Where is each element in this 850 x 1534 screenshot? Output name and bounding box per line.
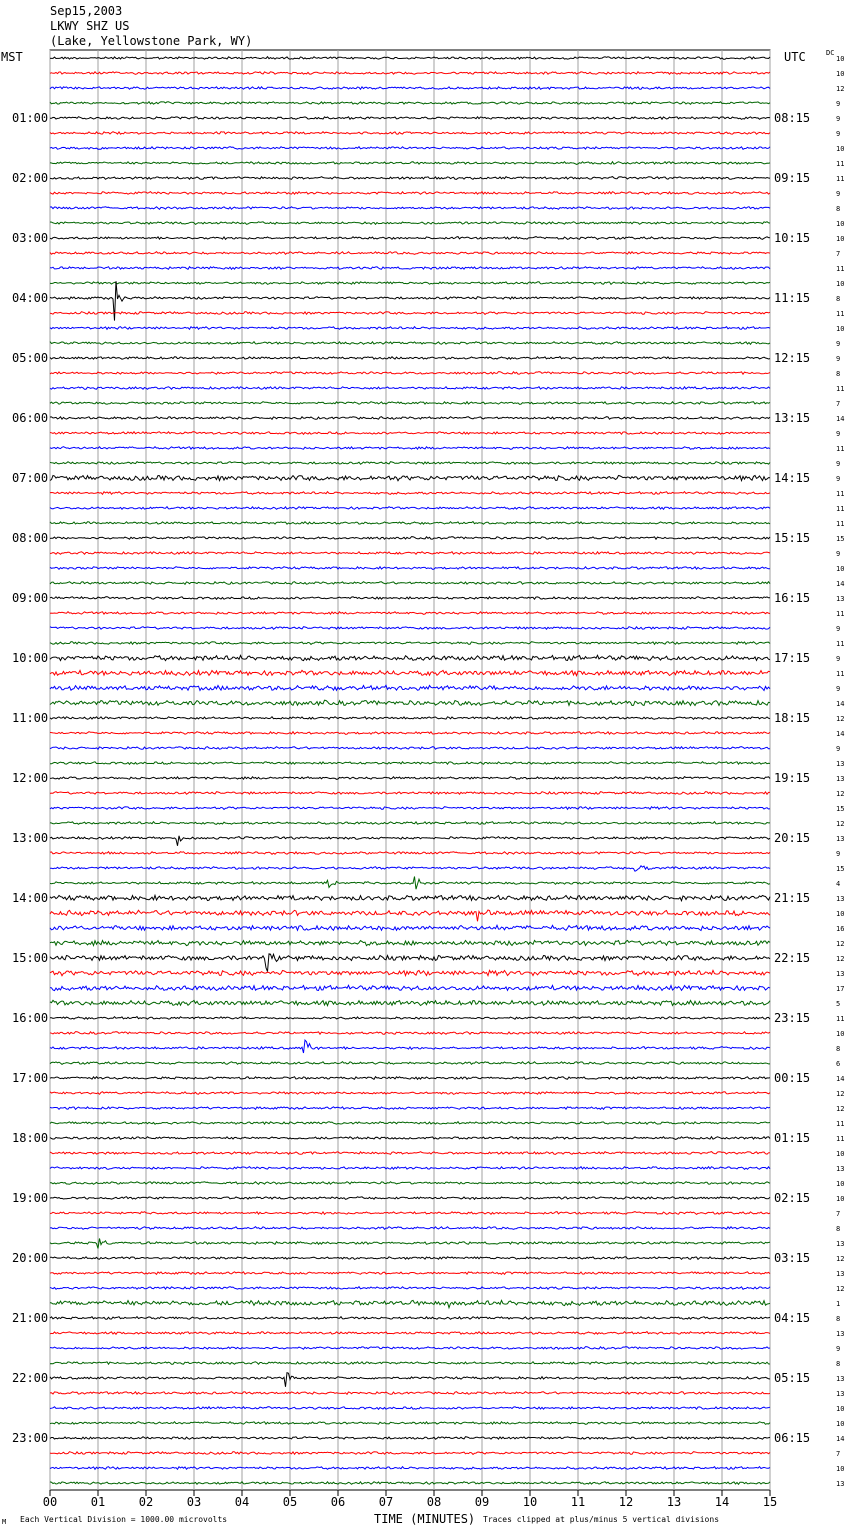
dc-offset-label: 15 <box>836 535 845 543</box>
dc-offset-label: 14 <box>836 700 845 708</box>
right-hour-label: 04:15 <box>774 1311 811 1325</box>
trace-row <box>50 1467 770 1470</box>
left-hour-label: 20:00 <box>12 1251 49 1265</box>
x-tick-label: 00 <box>42 1495 58 1509</box>
trace-row <box>50 282 770 285</box>
trace-row <box>50 655 770 660</box>
dc-offset-label: 12 <box>836 1285 845 1293</box>
left-hour-label: 21:00 <box>12 1311 49 1325</box>
trace-row <box>50 237 770 240</box>
trace-row <box>50 597 770 600</box>
dc-offset-label: 9 <box>836 625 841 633</box>
right-hour-label: 21:15 <box>774 891 811 905</box>
trace-row <box>50 940 770 945</box>
dc-offset-label: 12 <box>836 940 845 948</box>
left-hour-label: 23:00 <box>12 1431 49 1445</box>
trace-row <box>50 447 770 450</box>
right-hour-label: 17:15 <box>774 651 811 665</box>
dc-offset-label: 14 <box>836 1075 845 1083</box>
trace-row <box>50 1122 770 1125</box>
dc-offset-label: 9 <box>836 430 841 438</box>
x-tick-label: 01 <box>90 1495 106 1509</box>
trace-row <box>50 612 770 615</box>
trace-row <box>50 492 770 495</box>
trace-row <box>50 387 770 390</box>
dc-offset-label: 11 <box>836 445 845 453</box>
left-hour-label: 13:00 <box>12 831 49 845</box>
left-timezone-label: MST <box>1 50 23 64</box>
trace-row <box>50 162 770 165</box>
trace-row <box>50 642 770 645</box>
dc-offset-label: 13 <box>836 595 845 603</box>
trace-row <box>50 476 770 481</box>
right-hour-label: 01:15 <box>774 1131 811 1145</box>
dc-offset-label: 12 <box>836 790 845 798</box>
trace-row <box>50 537 770 540</box>
dc-offset-label: 13 <box>836 1390 845 1398</box>
dc-offset-label: 11 <box>836 520 845 528</box>
trace-row <box>50 507 770 510</box>
trace-row <box>50 222 770 225</box>
trace-row <box>50 432 770 435</box>
trace-row <box>50 402 770 405</box>
right-hour-label: 13:15 <box>774 411 811 425</box>
trace-row <box>50 117 770 120</box>
trace-row <box>50 522 770 525</box>
left-hour-label: 11:00 <box>12 711 49 725</box>
x-tick-label: 02 <box>138 1495 154 1509</box>
dc-offset-label: 11 <box>836 385 845 393</box>
trace-row <box>50 747 770 750</box>
dc-offset-label: 12 <box>836 1255 845 1263</box>
x-tick-label: 03 <box>186 1495 202 1509</box>
dc-offset-label: 7 <box>836 1450 841 1458</box>
dc-offset-label: 11 <box>836 1135 845 1143</box>
dc-offset-label: 11 <box>836 1120 845 1128</box>
trace-row <box>50 985 770 990</box>
dc-offset-label: 12 <box>836 820 845 828</box>
dc-offset-label: 11 <box>836 640 845 648</box>
dc-offset-label: 9 <box>836 115 841 123</box>
left-hour-label: 09:00 <box>12 591 49 605</box>
dc-offset-label: 14 <box>836 730 845 738</box>
right-hour-label: 06:15 <box>774 1431 811 1445</box>
left-hour-label: 22:00 <box>12 1371 49 1385</box>
trace-row <box>50 822 770 825</box>
right-hour-label: 09:15 <box>774 171 811 185</box>
trace-row <box>50 1040 770 1053</box>
dc-offset-label: 13 <box>836 970 845 978</box>
dc-offset-label: 13 <box>836 1240 845 1248</box>
trace-row <box>50 1392 770 1395</box>
trace-row <box>50 1167 770 1170</box>
trace-row <box>50 1482 770 1485</box>
trace-row <box>50 1452 770 1455</box>
dc-offset-label: 14 <box>836 415 845 423</box>
dc-offset-label: 4 <box>836 880 841 888</box>
trace-row <box>50 567 770 570</box>
dc-offset-label: 5 <box>836 1000 841 1008</box>
dc-offset-label: 9 <box>836 550 841 558</box>
right-hour-label: 19:15 <box>774 771 811 785</box>
x-tick-label: 05 <box>282 1495 298 1509</box>
x-axis-title: TIME (MINUTES) <box>374 1512 476 1526</box>
right-hour-label: 15:15 <box>774 531 811 545</box>
trace-row <box>50 1257 770 1260</box>
trace-row <box>50 1062 770 1065</box>
dc-offset-label: 9 <box>836 1345 841 1353</box>
trace-row <box>50 1437 770 1440</box>
trace-row <box>50 72 770 75</box>
dc-offset-label: 13 <box>836 1330 845 1338</box>
trace-row <box>50 1227 770 1230</box>
dc-offset-label: 8 <box>836 205 841 213</box>
trace-row <box>50 1300 770 1307</box>
left-hour-label: 04:00 <box>12 291 49 305</box>
trace-row <box>50 1182 770 1185</box>
trace-row <box>50 866 770 871</box>
x-tick-label: 11 <box>570 1495 586 1509</box>
dc-offset-label: 10 <box>836 70 845 78</box>
trace-row <box>50 792 770 795</box>
dc-offset-label: 10 <box>836 1420 845 1428</box>
dc-offset-label: 8 <box>836 1225 841 1233</box>
x-tick-label: 12 <box>618 1495 634 1509</box>
dc-offset-label: 11 <box>836 610 845 618</box>
trace-row <box>50 1422 770 1425</box>
right-hour-label: 02:15 <box>774 1191 811 1205</box>
dc-offset-label: 10 <box>836 1180 845 1188</box>
dc-offset-label: 10 <box>836 280 845 288</box>
dc-offset-label: 9 <box>836 655 841 663</box>
dc-offset-label: 9 <box>836 340 841 348</box>
dc-offset-label: 8 <box>836 295 841 303</box>
trace-row <box>50 1212 770 1215</box>
right-hour-label: 20:15 <box>774 831 811 845</box>
trace-row <box>50 582 770 585</box>
dc-offset-label: 12 <box>836 715 845 723</box>
dc-offset-label: 11 <box>836 1015 845 1023</box>
x-tick-label: 08 <box>426 1495 442 1509</box>
trace-row <box>50 762 770 765</box>
right-hour-label: 10:15 <box>774 231 811 245</box>
left-hour-label: 14:00 <box>12 891 49 905</box>
trace-row <box>50 1017 770 1020</box>
trace-row <box>50 970 770 975</box>
dc-offset-label: 12 <box>836 1090 845 1098</box>
left-hour-label: 12:00 <box>12 771 49 785</box>
dc-offset-label: 10 <box>836 910 845 918</box>
dc-offset-label: 10 <box>836 325 845 333</box>
trace-row <box>50 717 770 720</box>
x-tick-label: 14 <box>714 1495 730 1509</box>
dc-offset-label: 13 <box>836 835 845 843</box>
trace-row <box>50 1272 770 1275</box>
dc-offset-label: 17 <box>836 985 845 993</box>
dc-offset-label: 10 <box>836 1405 845 1413</box>
dc-offset-label: 14 <box>836 580 845 588</box>
trace-row <box>50 1373 770 1387</box>
trace-row <box>50 925 770 930</box>
x-tick-label: 10 <box>522 1495 538 1509</box>
x-tick-label: 09 <box>474 1495 490 1509</box>
trace-row <box>50 1152 770 1155</box>
left-hour-label: 17:00 <box>12 1071 49 1085</box>
trace-row <box>50 910 770 921</box>
dc-offset-label: 13 <box>836 895 845 903</box>
left-hour-label: 02:00 <box>12 171 49 185</box>
dc-offset-label: 9 <box>836 355 841 363</box>
dc-offset-label: 9 <box>836 130 841 138</box>
right-timezone-label: UTC <box>784 50 806 64</box>
dc-offset-label: 13 <box>836 1480 845 1488</box>
trace-row <box>50 417 770 420</box>
left-hour-label: 10:00 <box>12 651 49 665</box>
dc-offset-label: 9 <box>836 850 841 858</box>
dc-offset-label: 10 <box>836 565 845 573</box>
trace-row <box>50 1347 770 1350</box>
dc-offset-label: 11 <box>836 670 845 678</box>
trace-row <box>50 852 770 855</box>
dc-offset-label: 1 <box>836 1300 841 1308</box>
dc-offset-label: 13 <box>836 1270 845 1278</box>
left-hour-label: 06:00 <box>12 411 49 425</box>
trace-row <box>50 552 770 555</box>
left-hour-label: 05:00 <box>12 351 49 365</box>
x-tick-label: 13 <box>666 1495 682 1509</box>
trace-row <box>50 836 770 846</box>
trace-row <box>50 312 770 315</box>
left-hour-label: 16:00 <box>12 1011 49 1025</box>
trace-row <box>50 192 770 195</box>
dc-offset-label: 10 <box>836 1030 845 1038</box>
chart-title-location: (Lake, Yellowstone Park, WY) <box>50 34 253 48</box>
dc-offset-label: 8 <box>836 370 841 378</box>
footer-clip-note: Traces clipped at plus/minus 5 vertical divisions <box>483 1515 720 1524</box>
trace-row <box>50 252 770 255</box>
x-tick-label: 04 <box>234 1495 250 1509</box>
trace-row <box>50 57 770 60</box>
plot-frame <box>50 50 770 1490</box>
dc-offset-label: 8 <box>836 1045 841 1053</box>
trace-row <box>50 207 770 210</box>
right-hour-label: 12:15 <box>774 351 811 365</box>
left-hour-label: 01:00 <box>12 111 49 125</box>
trace-row <box>50 777 770 780</box>
dc-label: DC <box>826 49 835 57</box>
dc-offset-label: 15 <box>836 805 845 813</box>
left-hour-label: 15:00 <box>12 951 49 965</box>
trace-row <box>50 132 770 135</box>
right-hour-label: 11:15 <box>774 291 811 305</box>
trace-row <box>50 1077 770 1080</box>
right-hour-label: 08:15 <box>774 111 811 125</box>
dc-offset-label: 13 <box>836 1375 845 1383</box>
trace-row <box>50 267 770 270</box>
left-hour-label: 18:00 <box>12 1131 49 1145</box>
trace-row <box>50 372 770 375</box>
dc-offset-label: 11 <box>836 490 845 498</box>
dc-offset-label: 10 <box>836 1465 845 1473</box>
dc-offset-label: 12 <box>836 955 845 963</box>
dc-offset-label: 11 <box>836 160 845 168</box>
dc-offset-label: 9 <box>836 475 841 483</box>
trace-row <box>50 700 770 705</box>
chart-title-date: Sep15,2003 <box>50 4 123 18</box>
trace-row <box>50 732 770 735</box>
dc-offset-label: 9 <box>836 685 841 693</box>
left-hour-label: 07:00 <box>12 471 49 485</box>
dc-offset-label: 8 <box>836 1315 841 1323</box>
dc-offset-label: 9 <box>836 100 841 108</box>
dc-offset-label: 10 <box>836 220 845 228</box>
dc-offset-label: 10 <box>836 55 845 63</box>
trace-row <box>50 1197 770 1200</box>
trace-row <box>50 1032 770 1035</box>
trace-row <box>50 1332 770 1335</box>
dc-offset-label: 12 <box>836 1105 845 1113</box>
trace-row <box>50 685 770 690</box>
trace-row <box>50 1107 770 1110</box>
trace-row <box>50 177 770 180</box>
label-layer <box>12 55 844 1509</box>
footer-corner-mark: M <box>2 1518 7 1526</box>
trace-row <box>50 954 770 972</box>
right-hour-label: 14:15 <box>774 471 811 485</box>
x-tick-label: 06 <box>330 1495 346 1509</box>
chart-title-station: LKWY SHZ US <box>50 19 130 33</box>
dc-offset-label: 13 <box>836 1165 845 1173</box>
dc-offset-label: 11 <box>836 505 845 513</box>
footer-scale-note: Each Vertical Division = 1000.00 microvolts <box>20 1515 228 1524</box>
trace-row <box>50 807 770 810</box>
trace-row <box>50 1092 770 1095</box>
dc-offset-label: 13 <box>836 775 845 783</box>
dc-offset-label: 9 <box>836 745 841 753</box>
right-hour-label: 18:15 <box>774 711 811 725</box>
trace-row <box>50 342 770 345</box>
trace-row <box>50 327 770 330</box>
dc-offset-label: 8 <box>836 1360 841 1368</box>
left-hour-label: 19:00 <box>12 1191 49 1205</box>
dc-offset-label: 11 <box>836 310 845 318</box>
dc-offset-label: 7 <box>836 1210 841 1218</box>
right-hour-label: 16:15 <box>774 591 811 605</box>
trace-layer <box>50 57 770 1485</box>
trace-row <box>50 1287 770 1290</box>
dc-offset-label: 16 <box>836 925 845 933</box>
trace-row <box>50 87 770 90</box>
dc-offset-label: 7 <box>836 250 841 258</box>
right-hour-label: 05:15 <box>774 1371 811 1385</box>
dc-offset-label: 10 <box>836 1195 845 1203</box>
trace-row <box>50 877 770 890</box>
trace-row <box>50 895 770 900</box>
x-tick-label: 15 <box>762 1495 778 1509</box>
trace-row <box>50 102 770 105</box>
dc-offset-label: 10 <box>836 235 845 243</box>
dc-offset-label: 14 <box>836 1435 845 1443</box>
right-hour-label: 00:15 <box>774 1071 811 1085</box>
trace-row <box>50 1000 770 1005</box>
dc-offset-label: 11 <box>836 175 845 183</box>
right-hour-label: 03:15 <box>774 1251 811 1265</box>
trace-row <box>50 1362 770 1365</box>
trace-row <box>50 147 770 150</box>
dc-offset-label: 12 <box>836 85 845 93</box>
trace-row <box>50 670 770 675</box>
trace-row <box>50 357 770 360</box>
x-tick-label: 07 <box>378 1495 394 1509</box>
dc-offset-label: 13 <box>836 760 845 768</box>
left-hour-label: 08:00 <box>12 531 49 545</box>
dc-offset-label: 10 <box>836 145 845 153</box>
trace-row <box>50 1239 770 1249</box>
trace-row <box>50 1137 770 1140</box>
dc-offset-label: 6 <box>836 1060 841 1068</box>
right-hour-label: 23:15 <box>774 1011 811 1025</box>
dc-offset-label: 15 <box>836 865 845 873</box>
trace-row <box>50 281 770 320</box>
dc-offset-label: 11 <box>836 265 845 273</box>
dc-offset-label: 9 <box>836 460 841 468</box>
right-hour-label: 22:15 <box>774 951 811 965</box>
trace-row <box>50 627 770 630</box>
dc-offset-label: 10 <box>836 1150 845 1158</box>
trace-row <box>50 1317 770 1320</box>
dc-offset-label: 9 <box>836 190 841 198</box>
trace-row <box>50 462 770 465</box>
left-hour-label: 03:00 <box>12 231 49 245</box>
dc-offset-label: 7 <box>836 400 841 408</box>
trace-row <box>50 1407 770 1410</box>
